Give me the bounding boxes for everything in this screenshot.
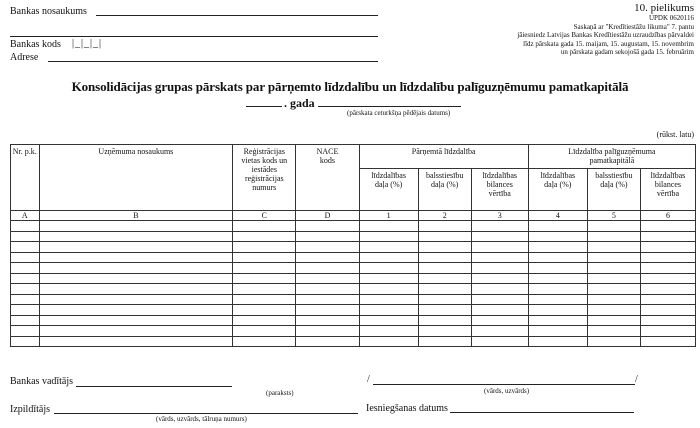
table-cell[interactable] [11,294,40,305]
table-cell[interactable] [471,336,528,347]
table-cell[interactable] [640,252,695,263]
table-cell[interactable] [640,326,695,337]
table-cell[interactable] [471,242,528,253]
submission-note: Saskaņā ar "Kredītiestāžu likuma" 7. pantu [573,23,694,31]
executor-field[interactable] [54,413,358,414]
code-cell: C [233,211,296,221]
table-cell[interactable] [359,263,418,274]
table-cell[interactable] [296,336,359,347]
table-cell[interactable] [39,231,233,242]
table-cell[interactable] [11,305,40,316]
table-cell[interactable] [587,294,640,305]
table-cell[interactable] [471,284,528,295]
table-cell[interactable] [233,242,296,253]
table-cell[interactable] [528,221,587,232]
table-cell[interactable] [528,284,587,295]
bank-name-label: Bankas nosaukums [10,6,87,17]
table-cell[interactable] [233,273,296,284]
header-registration: Reģistrācijas vietas kods un iestādes reģistrācijas numurs [233,145,296,211]
table-cell[interactable] [11,263,40,274]
table-cell[interactable] [587,284,640,295]
table-cell[interactable] [39,242,233,253]
table-row [11,221,696,232]
table-cell[interactable] [418,263,471,274]
code-cell: 3 [471,211,528,221]
report-title: Konsolidācijas grupas pārskats par pārņemto līdzdalību un līdzdalību palīguzņēmumu pamatkapitālā [71,79,629,94]
form-code: UPDK 0620116 [648,14,694,22]
table-cell[interactable] [471,305,528,316]
table-cell[interactable] [39,252,233,263]
table-cell[interactable] [39,305,233,316]
table-cell[interactable] [640,231,695,242]
table-cell[interactable] [11,326,40,337]
table-cell[interactable] [587,305,640,316]
table-cell[interactable] [528,263,587,274]
table-cell[interactable] [39,273,233,284]
code-cell: D [296,211,359,221]
header-nace: NACE kods [296,145,359,211]
annex-number: 10. pielikums [634,2,694,14]
manager-label: Bankas vadītājs [10,376,74,387]
table-cell[interactable] [528,294,587,305]
table-cell[interactable] [233,305,296,316]
table-cell[interactable] [418,305,471,316]
table-cell[interactable] [39,315,233,326]
table-cell[interactable] [471,231,528,242]
table-cell[interactable] [39,294,233,305]
table-row [11,326,696,337]
table-cell[interactable] [471,294,528,305]
header-sub-share: līdzdalības daļa (%) [528,169,587,211]
table-cell[interactable] [418,231,471,242]
slash-right: / [635,374,638,385]
slash-left: / [367,374,370,385]
table-cell[interactable] [11,221,40,232]
unit-note: (rūkst. latu) [656,130,694,139]
report-date-field[interactable] [318,106,461,107]
table-cell[interactable] [233,252,296,263]
table-cell[interactable] [296,284,359,295]
table-cell[interactable] [471,221,528,232]
table-cell[interactable] [11,336,40,347]
table-cell[interactable] [587,336,640,347]
name-hint: (vārds, uzvārds) [484,387,530,395]
table-cell[interactable] [296,305,359,316]
table-cell[interactable] [528,252,587,263]
submission-notes [517,23,694,57]
table-cell[interactable] [418,284,471,295]
table-cell[interactable] [528,273,587,284]
table-row [11,336,696,347]
code-cell: 1 [359,211,418,221]
table-cell[interactable] [640,305,695,316]
header-nr: Nr. p.k. [11,145,40,211]
table-cell[interactable] [233,336,296,347]
table-row [11,315,696,326]
table-cell[interactable] [39,326,233,337]
table-cell[interactable] [640,263,695,274]
submission-date-label: Iesniegšanas datums [366,403,448,414]
executor-label: Izpildītājs [10,404,50,415]
table-cell[interactable] [39,263,233,274]
table-row [11,294,696,305]
table-row [11,284,696,295]
table-cell[interactable] [11,242,40,253]
submission-note: jāiesniedz Latvijas Bankas Kredītiestāžu uzraudzības pārvaldei [517,31,694,40]
table-cell[interactable] [640,294,695,305]
table-cell[interactable] [39,336,233,347]
table-cell[interactable] [359,252,418,263]
table-cell[interactable] [11,273,40,284]
table-cell[interactable] [471,315,528,326]
code-cell: 4 [528,211,587,221]
table-cell[interactable] [359,336,418,347]
header-acq-share: līdzdalības daļa (%) [359,169,418,211]
table-cell[interactable] [528,315,587,326]
bank-code-boxes[interactable]: |_|_|_| [72,38,103,49]
table-cell[interactable] [471,252,528,263]
header-sub-voting: balsstiesību daļa (%) [587,169,640,211]
table-cell[interactable] [359,242,418,253]
executor-hint: (vārds, uzvārds, tālruņa numurs) [156,415,247,423]
table-cell[interactable] [296,221,359,232]
table-cell[interactable] [587,326,640,337]
bank-name-field[interactable] [96,15,378,16]
table-row [11,273,696,284]
table-cell[interactable] [640,284,695,295]
table-cell[interactable] [296,252,359,263]
table-cell[interactable] [11,284,40,295]
code-cell: B [39,211,233,221]
table-cell[interactable] [587,263,640,274]
table-row [11,252,696,263]
table-cell[interactable] [296,263,359,274]
table-cell[interactable] [359,305,418,316]
table-cell[interactable] [587,252,640,263]
year-field[interactable] [246,106,282,107]
code-cell: A [11,211,40,221]
signature-hint: (paraksts) [266,389,294,397]
table-cell[interactable] [11,231,40,242]
date-hint: (pārskata ceturkšņa pēdējais datums) [347,109,451,117]
code-cell: 5 [587,211,640,221]
table-cell[interactable] [359,221,418,232]
table-cell[interactable] [471,273,528,284]
address-label: Adrese [10,52,39,63]
table-cell[interactable] [296,242,359,253]
table-cell[interactable] [640,242,695,253]
table-cell[interactable] [587,221,640,232]
table-cell[interactable] [11,252,40,263]
table-cell[interactable] [39,284,233,295]
table-cell[interactable] [233,263,296,274]
table-cell[interactable] [359,294,418,305]
header-divider [10,36,378,37]
table-cell[interactable] [296,315,359,326]
table-cell[interactable] [296,231,359,242]
table-row [11,263,696,274]
table-cell[interactable] [528,336,587,347]
table-cell[interactable] [418,294,471,305]
table-cell[interactable] [640,221,695,232]
table-cell[interactable] [233,326,296,337]
table-cell[interactable] [528,242,587,253]
table-cell[interactable] [587,242,640,253]
table-cell[interactable] [418,336,471,347]
manager-signature-field[interactable] [76,386,232,387]
table-cell[interactable] [418,273,471,284]
table-cell[interactable] [359,273,418,284]
header-acquired-group: Pārņemtā līdzdalība [359,145,528,169]
table-cell[interactable] [418,326,471,337]
header-sub-balance: līdzdalības bilances vērtība [640,169,695,211]
year-suffix: . gada [284,96,315,110]
table-cell[interactable] [233,231,296,242]
table-cell[interactable] [359,231,418,242]
table-cell[interactable] [296,273,359,284]
address-field[interactable] [48,61,378,62]
table-cell[interactable] [471,263,528,274]
header-acq-voting: balsstiesību daļa (%) [418,169,471,211]
table-cell[interactable] [587,273,640,284]
bank-code-label: Bankas kods [10,39,61,50]
code-cell: 6 [640,211,695,221]
table-cell[interactable] [640,315,695,326]
table-cell[interactable] [296,294,359,305]
submission-note: un pārskata gadam sekojošā gada 15. februārim [560,48,694,57]
table-cell[interactable] [418,221,471,232]
table-cell[interactable] [418,315,471,326]
table-row [11,305,696,316]
table-row [11,231,696,242]
table-cell[interactable] [296,326,359,337]
table-cell[interactable] [233,221,296,232]
table-cell[interactable] [587,315,640,326]
table-cell[interactable] [233,315,296,326]
header-acq-balance: līdzdalības bilances vērtība [471,169,528,211]
table-cell[interactable] [528,305,587,316]
code-row [11,211,696,221]
table-cell[interactable] [528,326,587,337]
table-row [11,242,696,253]
table-cell[interactable] [418,252,471,263]
table-cell[interactable] [640,273,695,284]
submission-date-field[interactable] [450,412,634,413]
table-cell[interactable] [528,231,587,242]
table-cell[interactable] [233,284,296,295]
table-cell[interactable] [418,242,471,253]
manager-name-field[interactable] [373,384,635,385]
table-cell[interactable] [587,231,640,242]
report-table [10,144,696,347]
table-cell[interactable] [359,315,418,326]
table-cell[interactable] [640,336,695,347]
table-cell[interactable] [233,294,296,305]
table-cell[interactable] [39,221,233,232]
table-cell[interactable] [359,284,418,295]
submission-note: līdz pārskata gada 15. maijam, 15. augustam, 15. novembrim [523,39,694,48]
header-company: Uzņēmuma nosaukums [39,145,233,211]
code-cell: 2 [418,211,471,221]
table-cell[interactable] [471,326,528,337]
table-cell[interactable] [359,326,418,337]
header-subsidiary-group: Līdzdalība palīguzņēmuma pamatkapitālā [528,145,695,169]
table-cell[interactable] [11,315,40,326]
